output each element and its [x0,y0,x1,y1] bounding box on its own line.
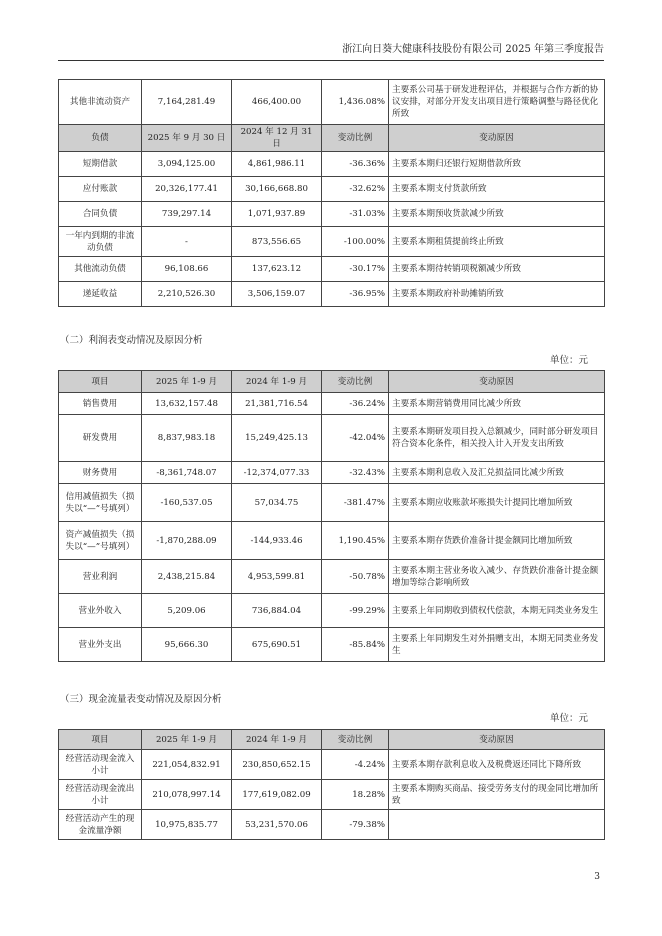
table-row [59,462,605,484]
row-reason: 主要系上年同期收到债权代偿款，本期无同类业务发生 [389,594,605,628]
column-header: 负债 [59,125,142,152]
row-value-current: 95,666.30 [142,628,232,662]
table-header-row [59,730,605,750]
table-row [59,393,605,415]
cashflow-table [58,729,605,840]
row-value-current: 96,108.66 [142,257,232,282]
row-item: 其他非流动资产 [59,80,142,125]
table-row [59,177,605,202]
row-change-pct: -31.03% [322,202,389,227]
row-change-pct: -50.78% [322,560,389,594]
row-value-prior: -12,374,077.33 [232,462,322,484]
row-item: 营业利润 [59,560,142,594]
row-change-pct: 18.28% [322,780,389,810]
row-value-prior: 21,381,716.54 [232,393,322,415]
row-item: 营业外收入 [59,594,142,628]
column-header: 变动原因 [389,730,605,750]
row-change-pct: -30.17% [322,257,389,282]
row-reason: 主要系本期主营业务收入减少、存货跌价准备计提金额增加等综合影响所致 [389,560,605,594]
row-reason: 主要系本期购买商品、接受劳务支付的现金同比增加所致 [389,780,605,810]
balance-sheet-table [58,79,605,307]
row-value-prior: -144,933.46 [232,522,322,560]
row-change-pct: -79.38% [322,810,389,840]
row-value-current: -8,361,748.07 [142,462,232,484]
column-header: 变动原因 [389,125,605,152]
row-reason: 主要系本期归还银行短期借款所致 [389,152,605,177]
row-change-pct: -4.24% [322,750,389,780]
row-item: 一年内到期的非流动负债 [59,227,142,257]
row-change-pct: -32.62% [322,177,389,202]
column-header: 项目 [59,371,142,393]
unit-label: 单位：元 [549,713,588,724]
table-row [59,628,605,662]
row-value-current: 7,164,281.49 [142,80,232,125]
row-value-prior: 736,884.04 [232,594,322,628]
page-header: 浙江向日葵大健康科技股份有限公司 2025 年第三季度报告 [58,40,604,61]
table-header-row [59,371,605,393]
row-value-prior: 30,166,668.80 [232,177,322,202]
table-row [59,484,605,522]
table-row [59,560,605,594]
table-row [59,282,605,307]
row-item: 应付账款 [59,177,142,202]
row-item: 经营活动产生的现金流量净额 [59,810,142,840]
row-value-current: 10,975,835.77 [142,810,232,840]
row-reason: 主要系本期存款利息收入及税费返还同比下降所致 [389,750,605,780]
row-item: 经营活动现金流出小计 [59,780,142,810]
row-item: 合同负债 [59,202,142,227]
row-value-prior: 4,861,986.11 [232,152,322,177]
table-row [59,415,605,462]
unit-label: 单位：元 [549,355,588,366]
column-header: 2025 年 1-9 月 [142,730,232,750]
row-value-current: 221,054,832.91 [142,750,232,780]
row-change-pct: -36.95% [322,282,389,307]
row-item: 其他流动负债 [59,257,142,282]
row-value-current: 20,326,177.41 [142,177,232,202]
row-reason: 主要系本期利息收入及汇兑损益同比减少所致 [389,462,605,484]
row-reason: 主要系本期存货跌价准备计提金额同比增加所致 [389,522,605,560]
row-reason: 主要系本期营销费用同比减少所致 [389,393,605,415]
row-value-prior: 230,850,652.15 [232,750,322,780]
row-item: 研发费用 [59,415,142,462]
row-item: 财务费用 [59,462,142,484]
row-value-current: 3,094,125.00 [142,152,232,177]
row-value-prior: 3,506,159.07 [232,282,322,307]
row-reason: 主要系上年同期发生对外捐赠支出，本期无同类业务发生 [389,628,605,662]
table-row [59,202,605,227]
table-row [59,152,605,177]
row-value-current: 2,438,215.84 [142,560,232,594]
row-change-pct: -99.29% [322,594,389,628]
row-reason: 主要系本期政府补助摊销所致 [389,282,605,307]
row-reason: 主要系本期应收账款坏账损失计提同比增加所致 [389,484,605,522]
row-change-pct: -100.00% [322,227,389,257]
column-header: 2024 年 1-9 月 [232,371,322,393]
income-statement-table [58,370,605,662]
table-row [59,810,605,840]
table-header-row [59,125,605,152]
row-value-current: 210,078,997.14 [142,780,232,810]
row-reason [389,810,605,840]
column-header: 项目 [59,730,142,750]
row-value-prior: 675,690.51 [232,628,322,662]
page-number: 3 [594,872,600,882]
row-change-pct: 1,436.08% [322,80,389,125]
table-row [59,594,605,628]
row-value-current: 8,837,983.18 [142,415,232,462]
row-reason: 主要系公司基于研发进程评估，并根据与合作方新的协议安排，对部分开发支出项目进行策略调整与路径优化所致 [389,80,605,125]
row-reason: 主要系本期待转销项税额减少所致 [389,257,605,282]
row-value-current: 2,210,526.30 [142,282,232,307]
row-reason: 主要系本期研发项目投入总额减少，同时部分研发项目符合资本化条件，相关投入计入开发支出所致 [389,415,605,462]
row-value-prior: 137,623.12 [232,257,322,282]
table-row [59,522,605,560]
row-change-pct: -381.47% [322,484,389,522]
row-reason: 主要系本期预收货款减少所致 [389,202,605,227]
table-row [59,80,605,125]
row-value-current: 5,209.06 [142,594,232,628]
row-value-current: 739,297.14 [142,202,232,227]
row-reason: 主要系本期支付货款所致 [389,177,605,202]
column-header: 2025 年 9 月 30 日 [142,125,232,152]
row-value-prior: 466,400.00 [232,80,322,125]
row-change-pct: 1,190.45% [322,522,389,560]
row-value-prior: 53,231,570.06 [232,810,322,840]
column-header: 变动比例 [322,371,389,393]
column-header: 变动原因 [389,371,605,393]
row-reason: 主要系本期租赁提前终止所致 [389,227,605,257]
column-header: 2024 年 1-9 月 [232,730,322,750]
row-item: 资产减值损失（损失以“—”号填列） [59,522,142,560]
row-value-prior: 177,619,082.09 [232,780,322,810]
row-change-pct: -36.24% [322,393,389,415]
table-row [59,750,605,780]
row-value-prior: 57,034.75 [232,484,322,522]
row-value-prior: 4,953,599.81 [232,560,322,594]
row-change-pct: -32.43% [322,462,389,484]
row-item: 信用减值损失（损失以“—”号填列） [59,484,142,522]
row-item: 销售费用 [59,393,142,415]
row-value-prior: 873,556.65 [232,227,322,257]
row-item: 递延收益 [59,282,142,307]
column-header: 2025 年 1-9 月 [142,371,232,393]
row-value-current: -1,870,288.09 [142,522,232,560]
row-value-prior: 15,249,425.13 [232,415,322,462]
section-title-income: （二）利润表变动情况及原因分析 [60,335,203,346]
column-header: 2024 年 12 月 31 日 [232,125,322,152]
row-value-current: 13,632,157.48 [142,393,232,415]
row-value-current: -160,537.05 [142,484,232,522]
row-item: 经营活动现金流入小计 [59,750,142,780]
row-change-pct: -85.84% [322,628,389,662]
row-item: 短期借款 [59,152,142,177]
section-title-cashflow: （三）现金流量表变动情况及原因分析 [60,694,222,705]
column-header: 变动比例 [322,730,389,750]
row-change-pct: -42.04% [322,415,389,462]
table-row [59,780,605,810]
row-value-prior: 1,071,937.89 [232,202,322,227]
row-item: 营业外支出 [59,628,142,662]
row-change-pct: -36.36% [322,152,389,177]
column-header: 变动比例 [322,125,389,152]
row-value-current: - [142,227,232,257]
table-row [59,257,605,282]
table-row [59,227,605,257]
